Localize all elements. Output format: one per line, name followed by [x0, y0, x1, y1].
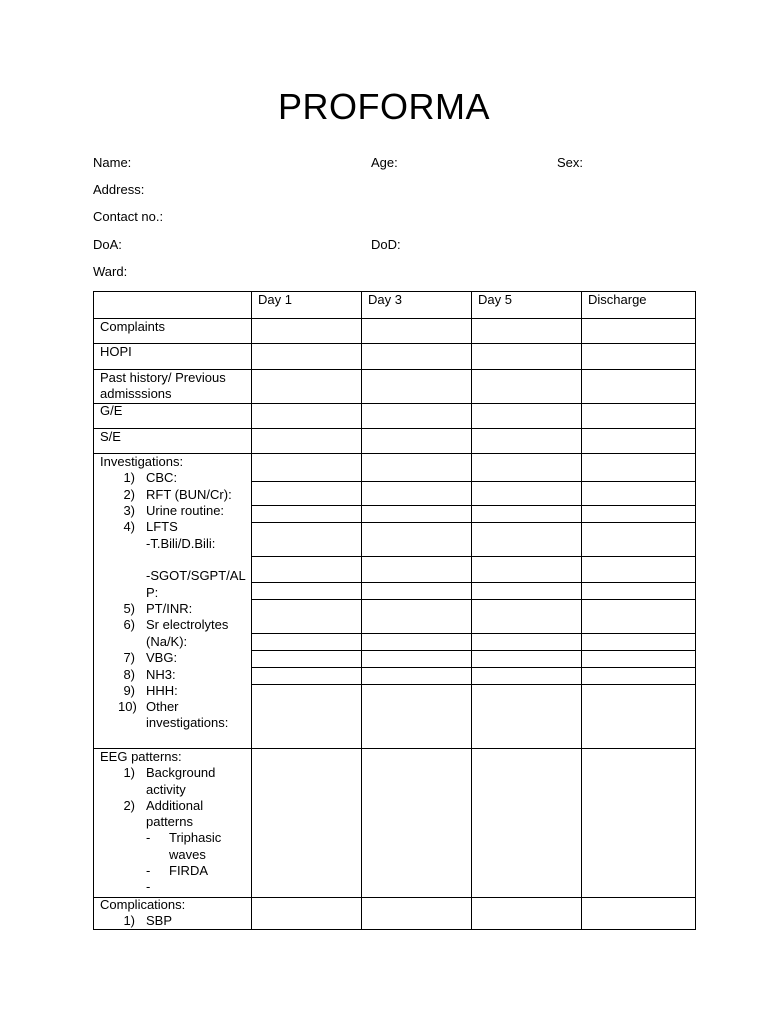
complications-heading: Complications:	[100, 897, 186, 912]
eeg-triphasic: Triphasic	[169, 830, 222, 845]
investigation-other: Other	[146, 699, 179, 714]
column-header-day-5: Day 5	[478, 292, 512, 307]
address-label: Address:	[93, 182, 145, 197]
eeg-additional: Additional	[146, 798, 204, 813]
eeg-heading: EEG patterns:	[100, 749, 182, 764]
investigation-lfts: LFTS	[146, 519, 178, 534]
column-header-day-3: Day 3	[368, 292, 402, 307]
investigation-cbc: CBC:	[146, 470, 178, 485]
contact-label: Contact no.:	[93, 209, 164, 224]
investigation-nh3: NH3:	[146, 667, 176, 682]
sub-bullet-dash: -	[146, 830, 151, 845]
eeg-background: Background	[146, 765, 216, 780]
name-label: Name:	[93, 155, 132, 170]
page-title: PROFORMA	[277, 86, 490, 127]
list-number: 4)	[123, 519, 135, 534]
investigation-electrolytes: Sr electrolytes	[146, 617, 229, 632]
list-number: 10)	[118, 699, 137, 714]
list-number: 7)	[123, 650, 135, 665]
list-number: 2)	[123, 798, 135, 813]
investigation-lfts-bili: -T.Bili/D.Bili:	[146, 536, 216, 551]
sub-bullet-dash: -	[146, 863, 151, 878]
eeg-firda: FIRDA	[169, 863, 208, 878]
list-number: 8)	[123, 667, 135, 682]
investigations-heading: Investigations:	[100, 454, 184, 469]
eeg-additional-cont: patterns	[146, 814, 193, 829]
sex-label: Sex:	[557, 155, 584, 170]
doa-label: DoA:	[93, 237, 122, 252]
row-label-past-history-cont: admisssions	[100, 386, 172, 401]
age-label: Age:	[371, 155, 398, 170]
column-header-day-1: Day 1	[258, 292, 292, 307]
sub-bullet-dash: -	[146, 879, 151, 894]
list-number: 3)	[123, 503, 135, 518]
list-number: 2)	[123, 487, 135, 502]
list-number: 9)	[123, 683, 135, 698]
column-header-discharge: Discharge	[588, 292, 647, 307]
row-label-ge: G/E	[100, 403, 123, 418]
investigation-rft: RFT (BUN/Cr):	[146, 487, 232, 502]
list-number: 1)	[123, 765, 135, 780]
eeg-background-cont: activity	[146, 782, 186, 797]
list-number: 5)	[123, 601, 135, 616]
investigation-vbg: VBG:	[146, 650, 178, 665]
dod-label: DoD:	[371, 237, 401, 252]
row-label-se: S/E	[100, 429, 121, 444]
complication-sbp: SBP	[146, 913, 173, 928]
investigation-electrolytes-cont: (Na/K):	[146, 634, 188, 649]
row-label-hopi: HOPI	[100, 344, 132, 359]
row-label-complaints: Complaints	[100, 319, 166, 334]
list-number: 1)	[123, 470, 135, 485]
list-number: 6)	[123, 617, 135, 632]
eeg-triphasic-cont: waves	[169, 847, 206, 862]
investigation-lfts-sgot: -SGOT/SGPT/AL	[146, 568, 246, 583]
investigation-other-cont: investigations:	[146, 715, 229, 730]
ward-label: Ward:	[93, 264, 128, 279]
list-number: 1)	[123, 913, 135, 928]
investigation-pt-inr: PT/INR:	[146, 601, 193, 616]
investigation-hhh: HHH:	[146, 683, 178, 698]
investigation-urine: Urine routine:	[146, 503, 225, 518]
row-label-past-history: Past history/ Previous	[100, 370, 226, 385]
investigation-lfts-sgot-cont: P:	[146, 585, 159, 600]
